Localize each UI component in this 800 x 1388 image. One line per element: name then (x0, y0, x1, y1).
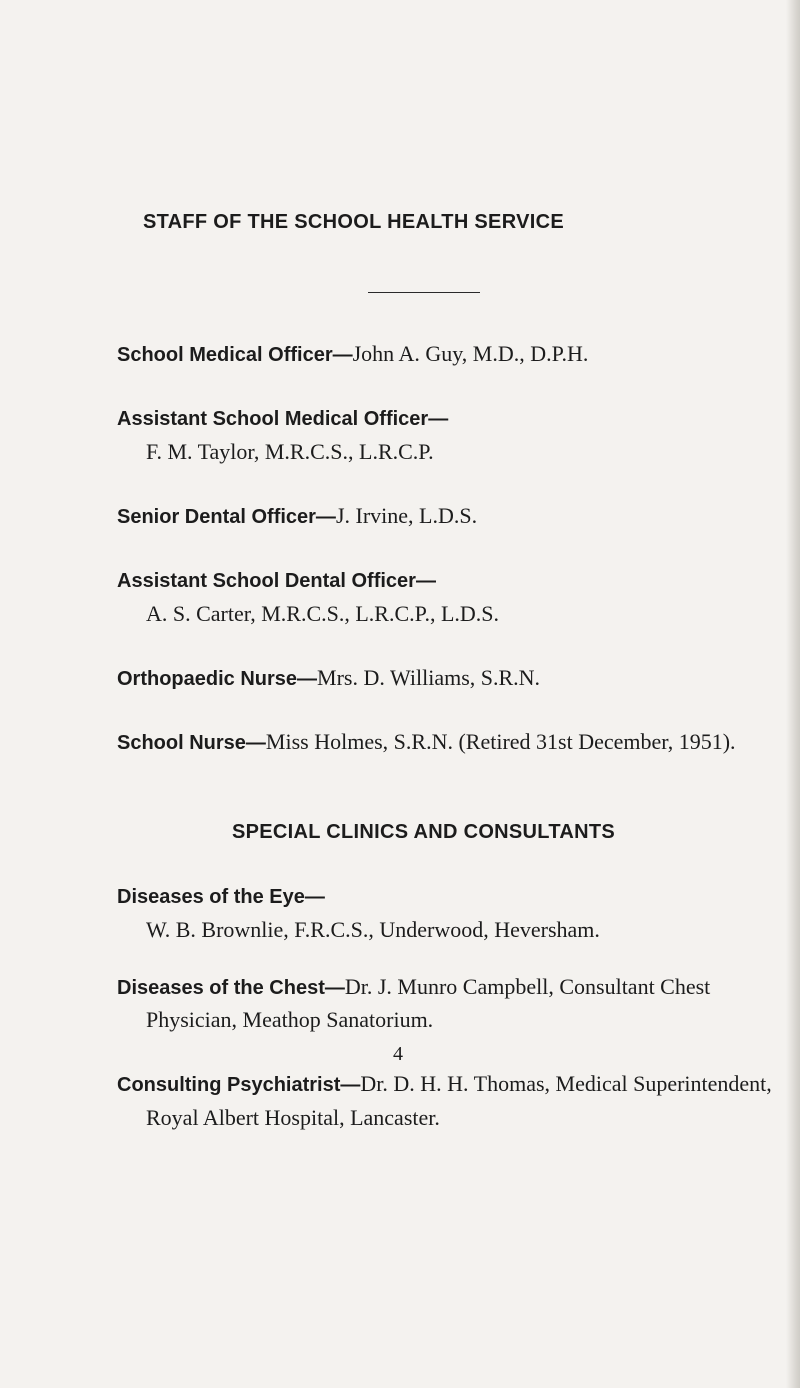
staff-name: F. M. Taylor, M.R.C.S., L.R.C.P. (146, 439, 434, 464)
clinic-role: Consulting Psychiatrist— (117, 1074, 361, 1096)
clinic-role: Diseases of the Eye— (117, 886, 325, 908)
staff-entry-orthopaedic-nurse (117, 667, 540, 689)
staff-role: Assistant School Medical Officer— (117, 408, 449, 430)
staff-name: J. Irvine, L.D.S. (335, 503, 478, 528)
staff-entry-school-medical-officer (117, 343, 588, 365)
clinic-detail: Dr. D. H. H. Thomas, Medical Superintendent, (360, 1071, 772, 1096)
title-divider (368, 292, 480, 293)
staff-name: A. S. Carter, M.R.C.S., L.R.C.P., L.D.S. (146, 601, 499, 626)
page-edge-shadow (786, 0, 800, 1388)
staff-role: Senior Dental Officer— (117, 506, 336, 528)
staff-role: School Nurse— (117, 732, 266, 754)
staff-role: Orthopaedic Nurse— (117, 668, 318, 690)
staff-role: School Medical Officer— (117, 344, 353, 366)
staff-entry-senior-dental-officer (117, 505, 477, 527)
staff-role: Assistant School Dental Officer— (117, 570, 436, 592)
staff-name: Miss Holmes, S.R.N. (Retired 31st December, 1951). (265, 729, 736, 754)
clinic-entry-eye (117, 885, 325, 907)
staff-entry-assistant-medical-officer (117, 407, 448, 429)
staff-name: Mrs. D. Williams, S.R.N. (317, 665, 541, 690)
clinics-heading: SPECIAL CLINICS AND CONSULTANTS (232, 821, 616, 843)
clinic-entry-psychiatrist (117, 1073, 772, 1095)
clinic-role: Diseases of the Chest— (117, 977, 345, 999)
staff-name: John A. Guy, M.D., D.P.H. (352, 341, 589, 366)
clinic-detail: W. B. Brownlie, F.R.C.S., Underwood, Heversham. (146, 917, 600, 942)
clinic-detail: Royal Albert Hospital, Lancaster. (146, 1105, 440, 1130)
clinic-entry-chest (117, 976, 710, 998)
staff-entry-school-nurse (117, 731, 736, 753)
page-number: 4 (393, 1043, 403, 1065)
clinic-detail: Physician, Meathop Sanatorium. (146, 1007, 434, 1032)
page-title: STAFF OF THE SCHOOL HEALTH SERVICE (143, 211, 564, 233)
staff-entry-assistant-dental-officer (117, 569, 436, 591)
clinic-detail: Dr. J. Munro Campbell, Consultant Chest (344, 974, 711, 999)
